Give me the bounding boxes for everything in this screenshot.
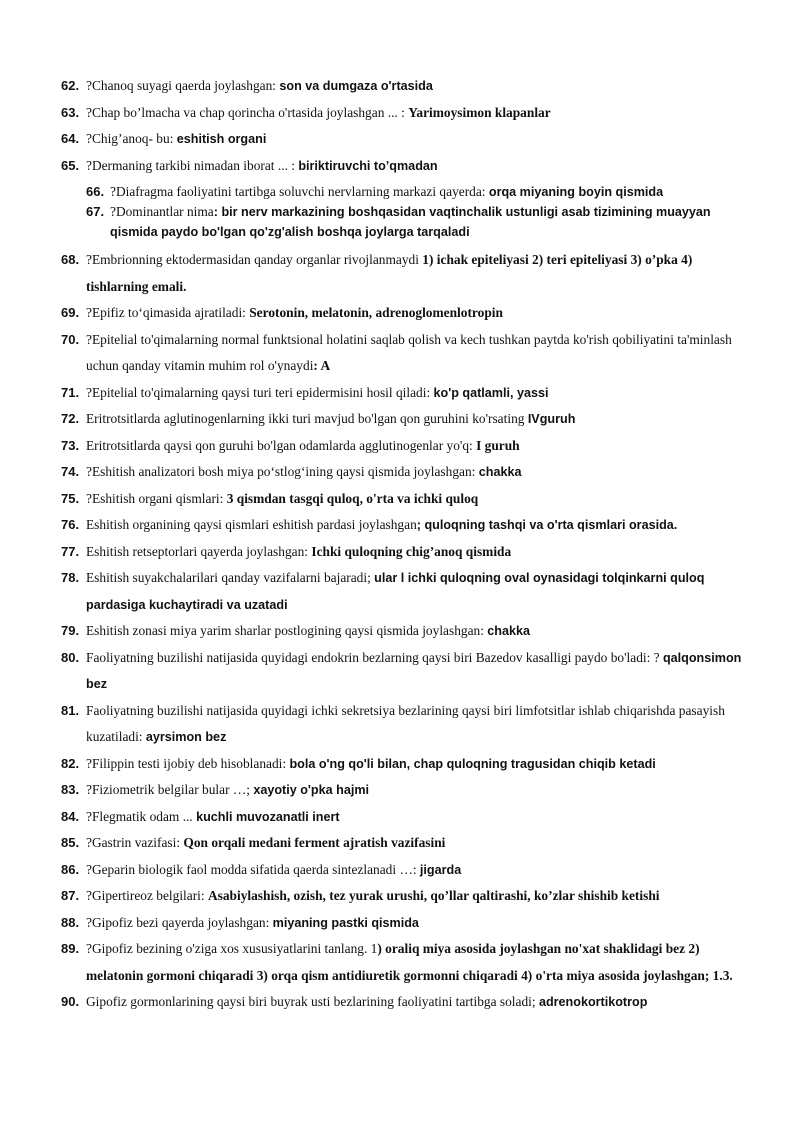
list-item [0,486,800,513]
question-text: ?Dermaning tarkibi nimadan iborat ... : [86,157,299,173]
answer-text: ko'p qatlamli, yassi [433,385,549,400]
answer-text: xayotiy o'pka hajmi [253,783,370,797]
list-item [0,618,800,645]
item-number: 65. [61,157,80,173]
answer-text: ular l ichki quloqning oval oynasidagi tolqinkarni quloq pardasiga kuchaytiradi va uzatadi [86,571,705,612]
answer-text: chakka [487,624,531,638]
question-text: ?Gipertireoz belgilari: [86,888,208,903]
item-number: 69. [61,305,80,320]
answer-text: Qon orqali medani ferment ajratish vazifasini [183,835,446,850]
list-item [0,883,800,910]
item-number: 87. [61,888,80,903]
list-item [0,910,800,937]
question-text: ?Filippin testi ijobiy deb hisoblanadi: [86,755,290,771]
question-text: ?Eshitish analizatori bosh miya po‘stlog‘ining qaysi qismida joylashgan: [86,464,479,479]
question-text: ?Epitelial to'qimalarning normal funktsional holatini saqlab qolish va kech tushkan paytda ko'rish qobiliyatini ta'minlash uchun qanday vitamin muhim rol o'ynaydi [86,331,732,373]
list-item [0,100,800,127]
list-item [0,126,800,153]
question-text: ?Chanoq suyagi qaerda joylashgan: [86,78,280,93]
question-text: ?Geparin biologik faol modda sifatida qaerda sintezlanadi …: [86,861,420,877]
item-number: 77. [61,543,80,559]
question-list [0,73,800,1016]
item-number: 89. [61,941,80,956]
item-number: 71. [61,384,80,400]
question-text: Gipofiz gormonlarining qaysi biri buyrak usti bezlarining faoliyatini tartibga soladi; [86,994,539,1009]
list-item [0,300,800,327]
list-item [0,804,800,831]
answer-text: jigarda [419,862,462,877]
answer-text: I guruh [476,437,520,453]
list-item [0,751,800,778]
answer-text: chakka [478,465,522,479]
item-number: 83. [61,782,80,797]
item-number: 63. [61,104,80,120]
list-item [0,73,800,100]
item-number: 62. [61,78,80,93]
list-item [0,406,800,433]
item-number: 67. [86,204,105,219]
list-item [0,777,800,804]
list-item [0,512,800,539]
answer-text: qalqonsimon bez [86,650,742,691]
question-text: ?Dominantlar nima [110,204,214,219]
list-item [0,153,800,180]
question-text: ?Flegmatik odam ... [86,808,197,824]
question-text: Eritrotsitlarda aglutinogenlarning ikki turi mavjud bo'lgan qon guruhini ko'rsating [86,411,528,426]
answer-text: bola o'ng qo'li bilan, chap quloqning tragusidan chiqib ketadi [289,756,656,771]
list-item [0,936,800,989]
list-item [0,459,800,486]
question-text: Faoliyatning buzilishi natijasida quyidagi endokrin bezlarning qaysi biri Bazedov kasalligi paydo bo'ladi: ? [86,649,663,665]
answer-text: : A [313,358,331,373]
list-item [0,327,800,380]
item-number: 66. [86,184,105,199]
item-number: 88. [61,914,80,930]
question-text: Eshitish retseptorlari qayerda joylashgan: [86,543,312,559]
list-item [0,857,800,884]
answer-text: ) oraliq miya asosida joylashgan no'xat shaklidagi bez 2) melatonin gormoni chiqaradi 3) orqa qism antidiuretik gormonni chiqaradi 4) o'rta miya asosida joylashgan; 1.3. [86,941,733,983]
question-text: ?Epitelial to'qimalarning qaysi turi teri epidermisini hosil qiladi: [86,384,434,400]
list-item [0,433,800,460]
item-number: 70. [61,331,80,347]
question-text: ?Epifiz to‘qimasida ajratiladi: [86,305,250,320]
answer-text: Serotonin, melatonin, adrenoglomenlotropin [249,305,503,320]
question-text: ?Eshitish organi qismlari: [86,490,227,506]
item-number: 73. [61,437,80,453]
item-number: 81. [61,702,80,718]
answer-text: ; quloqning tashqi va o'rta qismlari orasida. [416,518,678,532]
answer-text: : bir nerv markazining boshqasidan vaqtinchalik ustunligi asab tizimining muayyan qismida paydo bo'lgan qo'zg'alish boshqa joylarga tarqaladi [110,205,711,239]
item-number: 78. [61,570,80,585]
answer-text: Ichki quloqning chig’anoq qismida [311,543,512,559]
item-number: 85. [61,835,80,850]
answer-text: biriktiruvchi to’qmadan [298,158,438,173]
list-item [0,645,800,698]
answer-text: orqa miyaning boyin qismida [488,185,664,199]
item-number: 79. [61,623,80,638]
answer-text: Asabiylashish, ozish, tez yurak urushi, qo’llar qaltirashi, ko’zlar shishib ketishi [207,888,660,903]
item-number: 64. [61,131,80,146]
list-item [0,989,800,1016]
list-item [0,830,800,857]
question-text: ?Chap bo’lmacha va chap qorincha o'rtasida joylashgan ... : [86,104,409,120]
list-item [0,202,800,242]
answer-text: son va dumgaza o'rtasida [279,79,433,93]
item-number: 68. [61,252,80,267]
item-number: 72. [61,411,80,426]
question-text: ?Gipofiz bezi qayerda joylashgan: [86,914,273,930]
question-text: Eshitish zonasi miya yarim sharlar postlogining qaysi qismida joylashgan: [86,623,488,638]
question-text: Eshitish organining qaysi qismlari eshitish pardasi joylashgan [86,517,417,532]
list-item [0,380,800,407]
answer-text: 1) ichak epiteliyasi 2) teri epiteliyasi 3) o’pka 4) tishlarning emali. [86,252,693,294]
answer-text: kuchli muvozanatli inert [196,809,340,824]
answer-text: ayrsimon bez [145,730,227,744]
list-item [0,182,800,202]
answer-text: eshitish organi [176,132,267,146]
answer-text: 3 qismdan tasgqi quloq, o'rta va ichki quloq [226,490,479,506]
question-text: ?Diafragma faoliyatini tartibga soluvchi nervlarning markazi qayerda: [110,184,489,199]
question-text: ?Fiziometrik belgilar bular …; [86,782,254,797]
item-number: 90. [61,994,80,1009]
question-text: ?Embrionning ektodermasidan qanday organlar rivojlanmaydi [86,252,423,267]
list-item [0,247,800,300]
item-number: 82. [61,755,80,771]
item-number: 80. [61,649,80,665]
question-text: ?Chig’anoq- bu: [86,131,177,146]
answer-text: IVguruh [527,412,576,426]
answer-text: miyaning pastki qismida [272,915,419,930]
question-text: ?Gastrin vazifasi: [86,835,184,850]
item-number: 75. [61,490,80,506]
question-text: ?Gipofiz bezining o'ziga xos xususiyatlarini tanlang. 1 [86,941,378,956]
question-text: Faoliyatning buzilishi natijasida quyidagi ichki sekretsiya bezlarining qaysi biri limfotsitlar ishlab chiqarishda pasayish kuzatiladi: [86,702,725,744]
answer-text: Yarimoysimon klapanlar [408,104,551,120]
list-item [0,698,800,751]
item-number: 74. [61,464,80,479]
item-number: 86. [61,861,80,877]
question-text: Eshitish suyakchalarilari qanday vazifalarni bajaradi; [86,570,375,585]
list-item [0,539,800,566]
answer-text: adrenokortikotrop [538,995,648,1009]
question-text: Eritrotsitlarda qaysi qon guruhi bo'lgan odamlarda agglutinogenlar yo'q: [86,437,477,453]
item-number: 84. [61,808,80,824]
item-number: 76. [61,517,80,532]
list-item [0,565,800,618]
